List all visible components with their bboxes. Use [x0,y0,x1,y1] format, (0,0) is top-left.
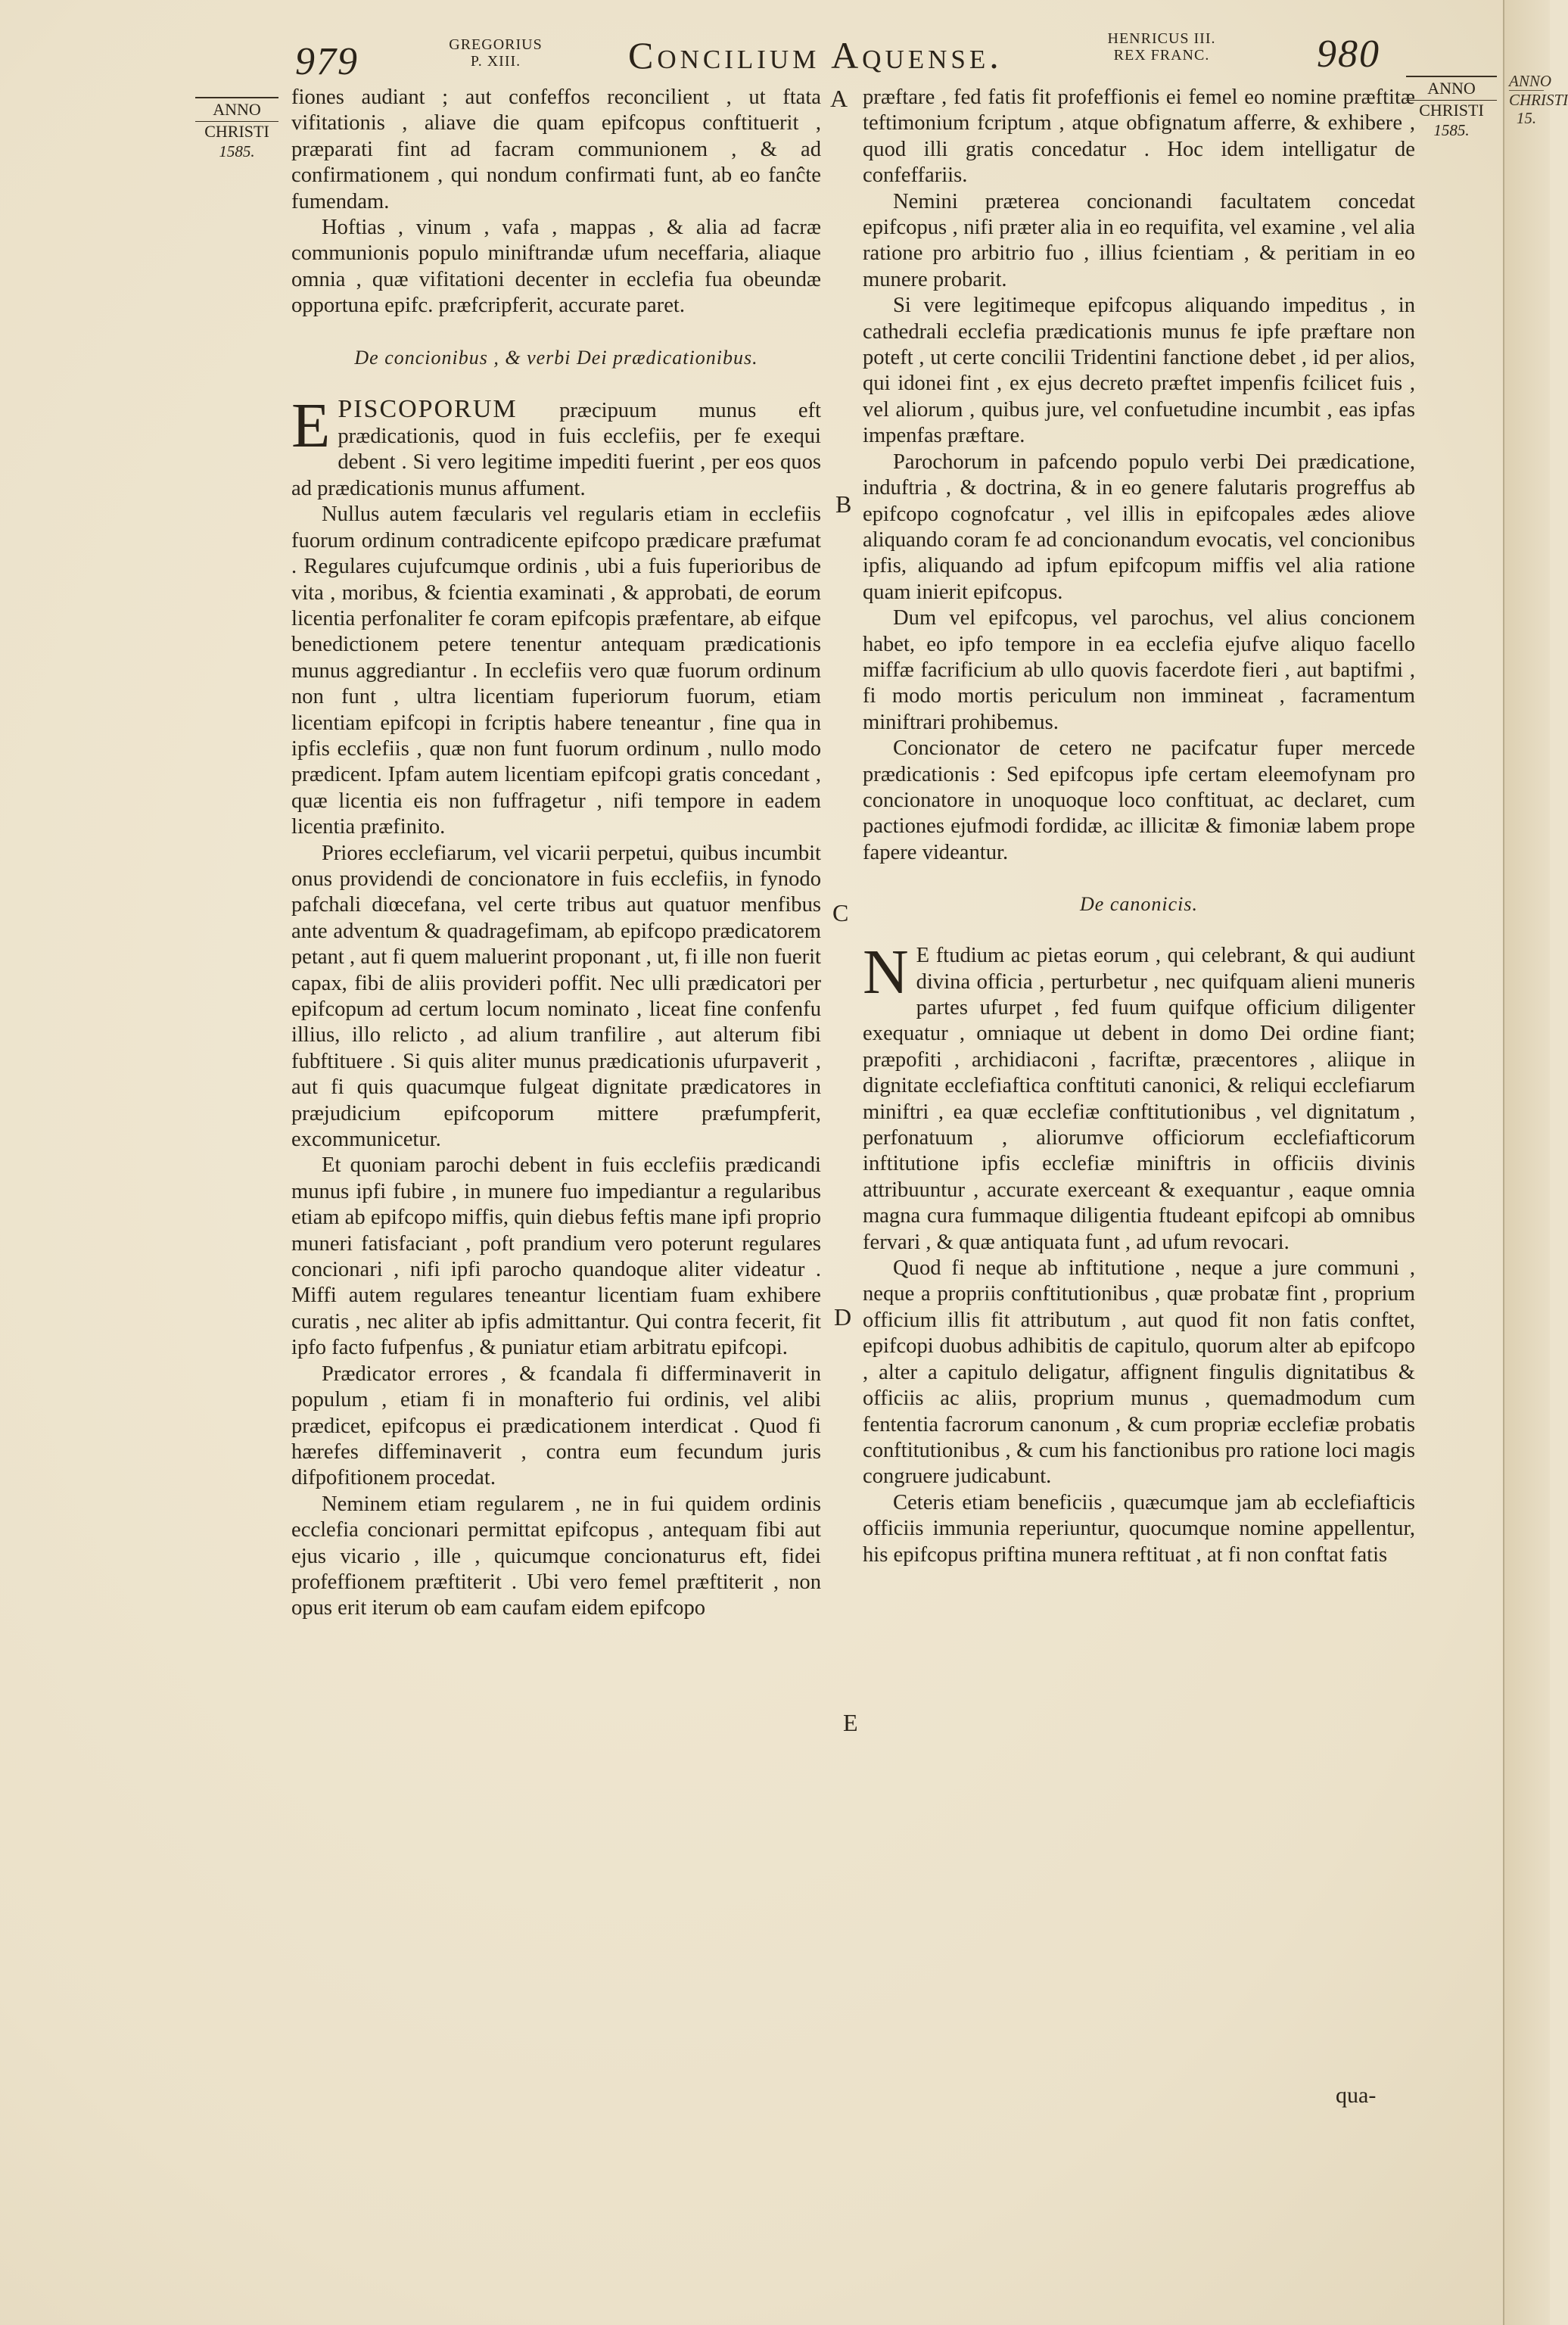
paragraph: fiones audiant ; aut confeffos reconcilient , ut ftata vifitationis , aliave die quam epifcopus conftituerit , præparati fint ad facram communionem , & ad confirmationem , qui nondum confirmati funt, ab eo fanĉte fumendam. [291,86,821,213]
paragraph-text: E ftudium ac pietas eorum , qui celebrant, & qui audiunt divina officia , perturbetur , nec quifquam alieni muneris partes ufurpet , fed fuum quifque officium diligenter exequatur , omniaque ut debent in domo Dei ordine fiant; præpofiti , archidiaconi , facriftæ, præcentores , aliique in dignitate ecclefiaftica conftituti canonici, & reliqui ecclefiarum miniftri , ea quæ ecclefiæ conftitutionibus , vel dignitatum , perfonatuum , aliorumve officiorum ecclefiafticorum inftitutione ipfis ecclefiæ miniftris in officiis divinis attribuuntur , accurate exerceant & exequantur , eaque omnia magna cura fummaque diligentia ftudeant epifcopi ab omnibus fervari , & quæ antiquata funt , ad ufum revocari. [863,944,1415,1254]
section-letter-d: D [834,1303,852,1331]
paragraph: Quod fi neque ab inftitutione , neque a jure communi , neque a propriis conftitutionibus , quæ probatæ fint , proprium officium illis fit attributum , aut quod fit non fatis conftet, epifcopi duobus adhibitis de capitulo, quorum alter ab epifcopo , alter a capitulo deligatur, affignent fingulis dignitatibus & officiis ac aliis, proprium munus , quemadmodum cum fententia facrorum canonum , & cum propriæ ecclefiæ probatis conftitutionibus , & cum his fanctionibus pro ratione loci magis congruere judicabunt. [863,1256,1415,1489]
margin-note-right [1406,76,1497,140]
paragraph: Neminem etiam regularem , ne in fui quidem ordinis ecclefia concionari permittat epifcopus , antequam fibi aut ejus vicario , ille , quicumque concionaturus eft, fidei profeffionem præftiterit . Ubi vero femel præftiterit , non opus erit iterum ob eam caufam eidem epifcopo [291,1492,821,1620]
paragraph: Dum vel epifcopus, vel parochus, vel alius concionem habet, eo ipfo tempore in ea ecclefia ejufve aliquo facello miffæ facrificium ab ullo quovis facerdote fieri , aut baptifmi , fi modo mortis periculum non immineat , facramentum miniftrari prohibemus. [863,606,1415,734]
runner-left-line-2: P. XIII. [470,53,521,70]
strip-year: 15. [1516,109,1537,127]
paragraph: Si vere legitimeque epifcopus aliquando impeditus , in cathedrali ecclefia prædicationis munus fe ipfe præftare non poteft , ut certe concilii Tridentini fanctione debet , id per alios, qui idonei fint , ex ejus decreto præftet impenfis fcilicet fuis , vel aliorum , quibus jure, vel confuetudine incumbit , eas ipfas impenfas præftare. [863,294,1415,448]
page-number-right: 980 [1317,33,1380,76]
drop-cap: E [291,390,331,461]
section-heading: De canonicis. [1080,893,1198,916]
page-number-left: 979 [295,40,359,83]
running-head-left [443,36,549,89]
runner-right-line-2: REX FRANC. [1113,47,1210,64]
runner-left-line-1: GREGORIUS [449,36,543,53]
margin-year: 1585. [219,142,255,160]
strip-christi: CHRISTI [1509,91,1568,109]
paragraph: Hoftias , vinum , vafa , mappas , & alia ad facræ communionis populo miniftrandæ ufum neceffaria, aliaque omnia , quæ vifitationi decenter in ecclefia fua obeundæ opportuna epifc. præfcripferit, accurate paret. [291,216,821,318]
paragraph: Et quoniam parochi debent in fuis ecclefiis prædicandi munus ipfi fubire , in munere fuo impediantur a regularibus etiam ab epifcopo miffis, quin diebus feftis mane ipfi proprio muneri fatisfaciant , poft prandium vero poterunt regulares concionari , nifi ipfi parocho quandoque aliter videatur . Miffi autem regulares teneantur licentiam fuam exhibere curatis , nec aliter ab ipfis admittantur. Qui contra fecerit, fit ipfo facto fufpenfus , & puniatur etiam arbitratu epifcopi. [291,1153,821,1360]
margin-year: 1585. [1433,121,1470,139]
section-letter-a: A [830,85,848,112]
paragraph: Parochorum in pafcendo populo verbi Dei prædicatione, induftria , & doctrina, & in eo genere falutaris progreffus ab epifcopo cognofcatur , vel illis in epifcopales ædes aliove aliquando coram fe ad concionandum evocatis, vel concionibus ipfis, aliquando ad ipfum epifcopum miffis vel alia ratione quam inierit epifcopus. [863,450,1415,604]
margin-anno: ANNO [195,97,278,122]
paragraph: Nullus autem fæcularis vel regularis etiam in ecclefiis fuorum ordinum contradicente epifcopo prædicare præfumat . Regulares cujufcumque ordinis , ubi a fuis fuperioribus de vita , moribus, & fcientia examinati , & approbati, de eorum licentia perfonaliter fe coram epifcopis præfentare, ab eifque benedictionem petere tenentur antequam prædicationis munus aggrediantur . In ecclefiis vero quæ fuorum ordinum non funt , ultra licentiam fuperiorum fuorum, etiam licentiam epifcopi in fcriptis habere teneantur , fine qua in ipfis ecclefiis , quæ non funt fuorum ordinum , nullo modo prædicent. Ipfam autem licentiam epifcopi gratis concedant , quæ licentia eis non fuffragetur , nifi tempore in eadem licentia præfinito. [291,503,821,839]
running-head-right [1097,30,1226,83]
section-letter-b: B [835,490,852,518]
paragraph: Nemini præterea concionandi facultatem concedat epifcopus , nifi præter alia in eo requifita, vel examine , vel alia ratione pro arbitrio fuo , illius fcientiam , & peritiam in eo munere probarit. [863,189,1415,291]
runner-right-line-1: HENRICUS III. [1107,30,1216,47]
adjacent-margin-note [1509,72,1568,127]
paragraph: Concionator de cetero ne pacifcatur fuper mercede prædicationis : Sed epifcopus ipfe certam eleemofynam pro concionatore in unoquoque loco conftituat, ac declaret, cum pactiones ejufmodi fordidæ, ac illicitæ & fimoniæ labem prope fapere videantur. [863,736,1415,864]
catchword: qua- [1336,2083,1377,2108]
paragraph: Prædicator errores , & fcandala fi differminaverit in populum , etiam fi in monafterio fui ordinis, vel alibi prædicet, epifcopus ei prædicationem interdicat . Quod fi hærefes diffeminaverit , contra eum fecundum juris difpofitionem procedat. [291,1362,821,1490]
strip-anno: ANNO [1509,72,1552,90]
page-title: Concilium Aquense. [628,34,1003,76]
paragraph-with-initial [863,937,1415,1256]
section-letter-c: C [832,899,849,926]
margin-anno: ANNO [1406,76,1497,101]
margin-note-left [195,97,278,161]
left-column [291,85,821,1622]
drop-cap: N [863,937,909,1008]
paragraph-text: præcipuum munus eft prædicationis, quod in fuis ecclefiis, per fe exequi debent . Si vero legitime impediti fuerint , per eos quos ad prædicationis munus affument. [291,398,821,500]
paragraph-with-initial [291,390,821,503]
margin-christi: CHRISTI [1419,101,1484,120]
margin-christi: CHRISTI [204,122,269,141]
adjacent-page-edge [1503,0,1568,2325]
paragraph: Ceteris etiam beneficiis , quæcumque jam ab ecclefiafticis officiis immunia reperiuntur, quocumque nomine appellentur, his epifcopus priftina munera reftituat , at fi non conftat fatis [863,1490,1415,1567]
right-column [863,85,1415,1568]
section-letter-e: E [843,1709,858,1736]
paragraph: Priores ecclefiarum, vel vicarii perpetui, quibus incumbit onus providendi de concionatore in fuis ecclefiis, in fynodo pafchali diœcefana, vel certe tribus aut quatuor menfibus ante adventum & quadragefimam, ab epifcopo prædicatorem petant , aut fi quem maluerint proponant , ut, fi ille non fuerit capax, fibi de aliis provideri poffit. Nec ulli prædicatori per epifcopum ad certum locum nominato , liceat fine confenfu illius, illo relicto , ad alium tranfilire , aut alterum fibi fubftituere . Si quis aliter munus prædicationis ufurpaverit , aut fi quis quacumque fulgeat dignitate prædicatores in præjudicium epifcoporum mittere præfumpferit, excommunicetur. [291,841,821,1152]
section-heading: De concionibus , & verbi Dei prædicationibus. [354,346,758,369]
paragraph: præftare , fed fatis fit profeffionis ei femel eo nomine præftitæ teftimonium fcriptum , atque obfignatum afferre, & exhibere , quod illi gratis concedatur . Hoc idem intelligatur de confeffariis. [863,86,1415,188]
drop-word: PISCOPORUM [338,394,518,423]
